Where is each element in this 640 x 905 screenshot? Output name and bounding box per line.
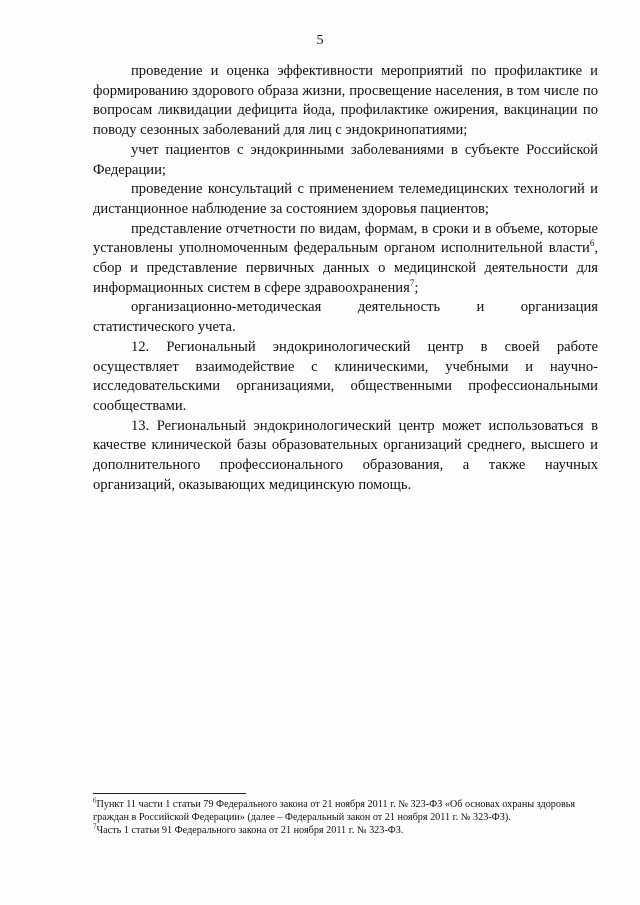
footnote-ref-6: 6 — [589, 238, 595, 249]
page-number: 5 — [316, 33, 324, 48]
document-body — [93, 62, 598, 495]
footnote-ref-7: 7 — [409, 277, 415, 288]
footnote-mark-6: 6 — [93, 796, 97, 805]
paragraph-telemedicine: проведение консультаций с применением телемедицинских технологий и дистанционное наблюдение за состоянием здоровья пациентов; — [93, 181, 598, 217]
footnote-divider — [93, 793, 246, 794]
paragraph-reporting-text-2: , сбор и представление первичных данных о медицинской деятельности для информационных систем в сфере здравоохранения — [93, 240, 598, 296]
footnote-6-text: Пункт 11 части 1 статьи 79 Федерального закона от 21 ноября 2011 г. № 323-ФЗ «Об основах охраны здоровья граждан в Российской Федерации» (далее – Федеральный закон от 21 ноября 2011 г. № 323-ФЗ). — [93, 799, 576, 824]
footnotes — [93, 798, 613, 838]
paragraph-reporting-text-3: ; — [414, 279, 419, 296]
paragraph-reporting-text-1: представление отчетности по видам, формам, в сроки и в объеме, которые установлены уполномоченным федеральным органом исполнительной власти — [93, 220, 598, 257]
footnote-mark-7: 7 — [93, 823, 97, 832]
paragraph-prevention: проведение и оценка эффективности мероприятий по профилактике и формированию здорового образа жизни, просвещение населения, в том числе по вопросам ликвидации дефицита йода, профилактике ожирения, вакцинации по поводу сезонных заболеваний для лиц с эндокринопатиями; — [93, 63, 598, 139]
paragraph-item-13: 13. Региональный эндокринологический центр может использоваться в качестве клинической базы образовательных организаций среднего, высшего и дополнительного профессионального образования, а также научных организаций, оказывающих медицинскую помощь. — [93, 417, 598, 493]
footnote-7 — [93, 824, 613, 837]
paragraph-reporting — [93, 220, 598, 299]
footnote-6 — [93, 798, 613, 824]
paragraph-item-12: 12. Региональный эндокринологический центр в своей работе осуществляет взаимодействие с клиническими, учебными и научно-исследовательскими организациями, общественными профессиональными сообществами. — [93, 338, 598, 414]
paragraph-methodology: организационно-методическая деятельность и организация статистического учета. — [93, 299, 598, 336]
footnote-7-text: Часть 1 статьи 91 Федерального закона от 21 ноября 2011 г. № 323-ФЗ. — [96, 825, 404, 837]
paragraph-patient-registry: учет пациентов с эндокринными заболеваниями в субъекте Российской Федерации; — [93, 141, 598, 178]
